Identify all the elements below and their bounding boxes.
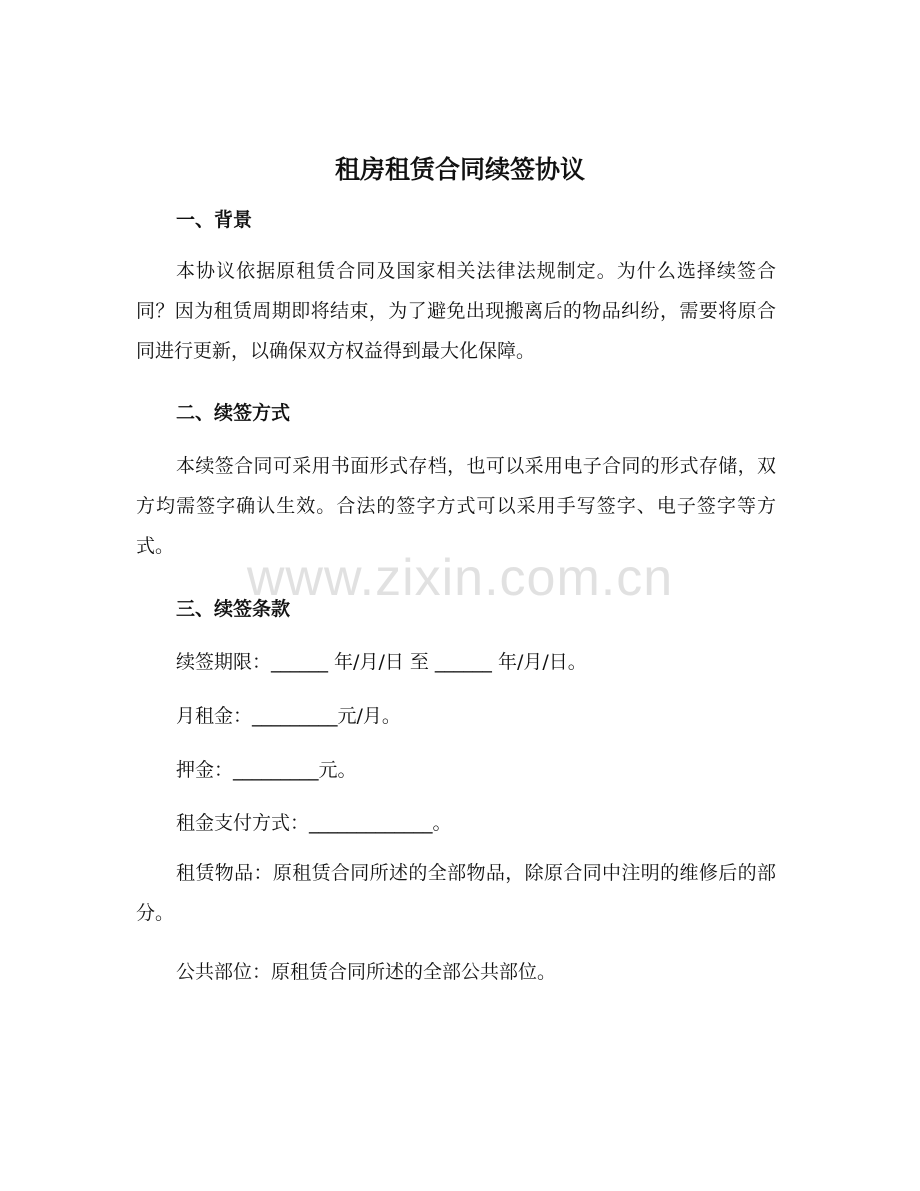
watermark-text: www.zixin.com.cn — [246, 549, 674, 607]
background-paragraph: 本协议依据原租赁合同及国家相关法律法规制定。为什么选择续签合同？因为租赁周期即将结束，为了避免出现搬离后的物品纠纷，需要将原合同进行更新，以确保双方权益得到最大化保障。 — [136, 260, 776, 362]
term-deposit: 押金：_________元。 — [176, 759, 357, 781]
term-payment-method: 租金支付方式：_____________。 — [176, 812, 452, 834]
section-heading-background: 一、背景 — [176, 209, 253, 231]
renewal-method-paragraph: 本续签合同可采用书面形式存档，也可以采用电子合同的形式存储，双方均需签字确认生效。合法的签字方式可以采用手写签字、电子签字等方式。 — [136, 455, 776, 557]
term-renewal-period: 续签期限：______ 年/月/日 至 ______ 年/月/日。 — [176, 651, 587, 673]
section-heading-renewal-method: 二、续签方式 — [176, 402, 291, 424]
document-title: 租房租赁合同续签协议 — [334, 155, 585, 184]
term-leased-items: 租赁物品：原租赁合同所述的全部物品，除原合同中注明的维修后的部分。 — [136, 862, 776, 924]
term-public-area: 公共部位：原租赁合同所述的全部公共部位。 — [176, 961, 557, 983]
section-heading-renewal-terms: 三、续签条款 — [176, 598, 291, 620]
term-monthly-rent: 月租金：_________元/月。 — [176, 705, 401, 727]
